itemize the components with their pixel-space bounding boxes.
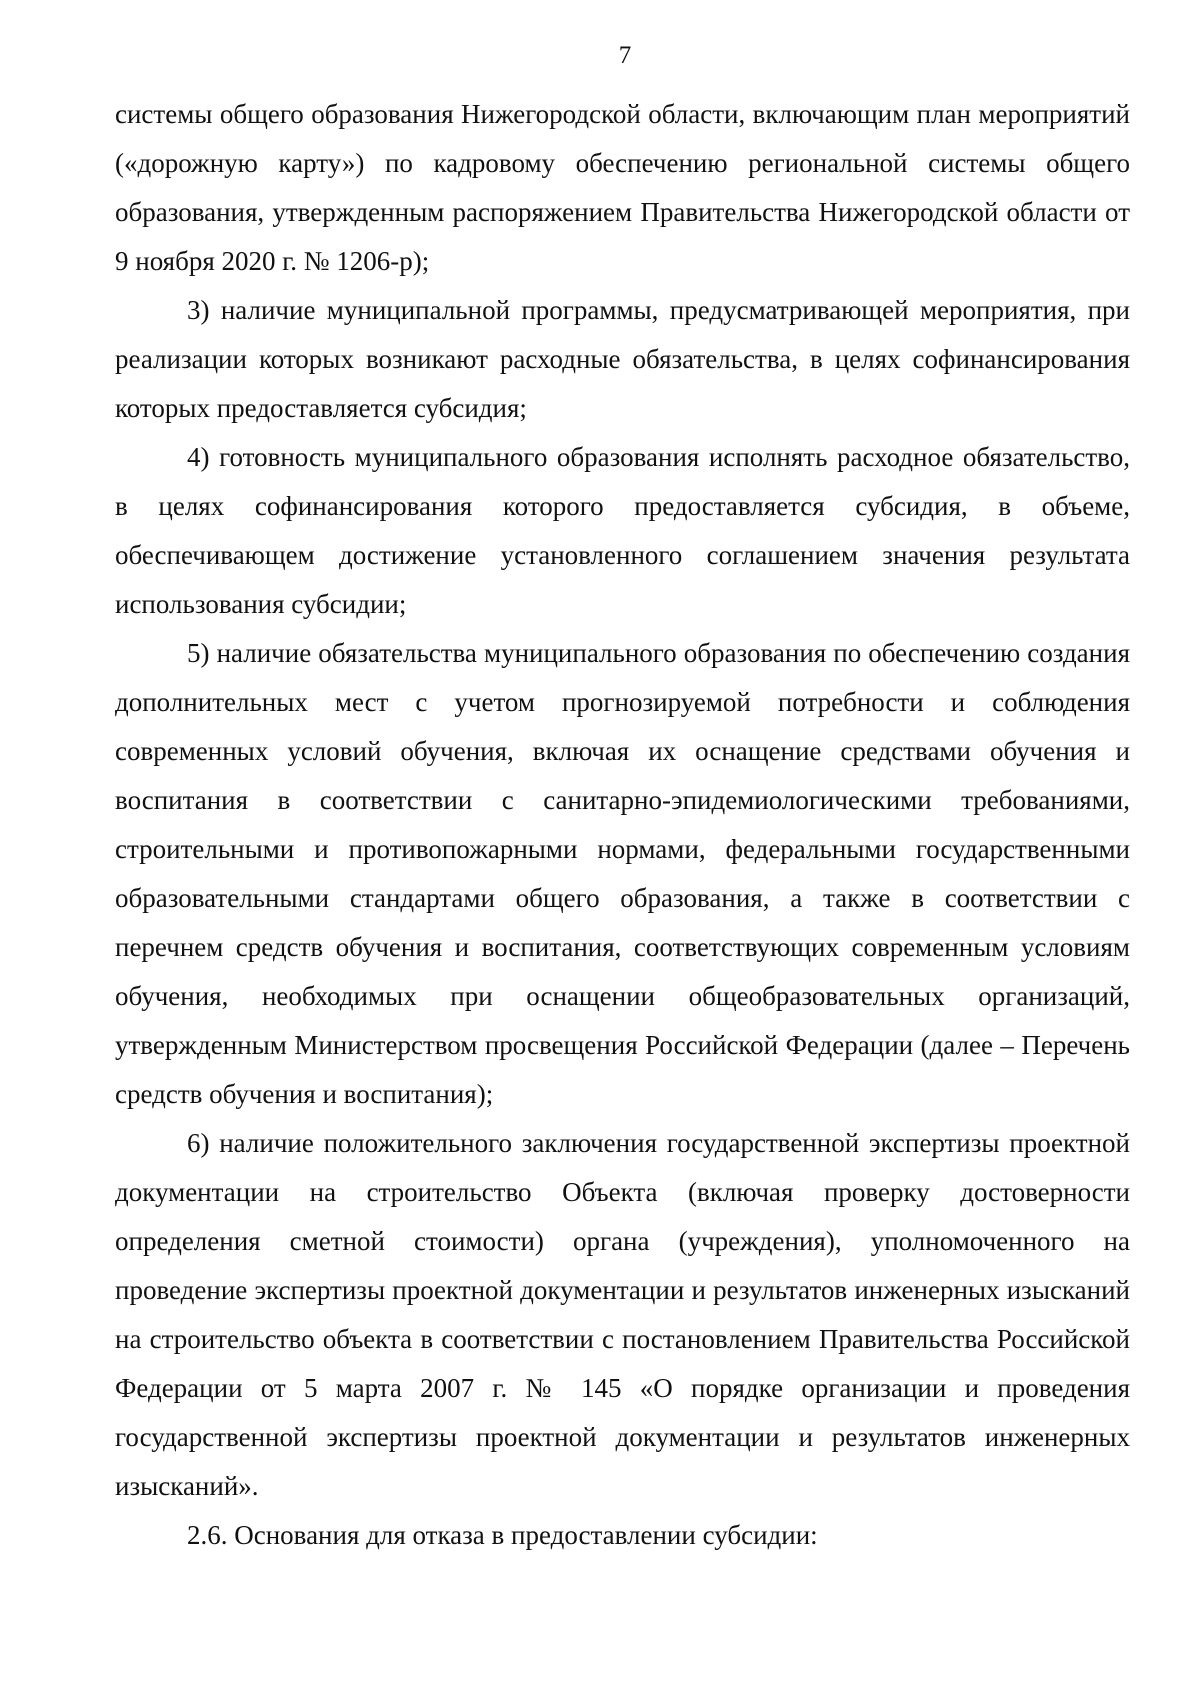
- paragraph-item-4: 4) готовность муниципального образования исполнять расходное обязательство, в целях софинансирования которого предоставляется субсидия, в объеме, обеспечивающем достижение установленного соглашением значения результата использования субсидии;: [115, 442, 1130, 619]
- section-heading-2-6: 2.6. Основания для отказа в предоставлении субсидии:: [187, 1520, 818, 1550]
- paragraph-item-3: 3) наличие муниципальной программы, предусматривающей мероприятия, при реализации которых возникают расходные обязательства, в целях софинансирования которых предоставляется субсидия;: [115, 295, 1130, 423]
- paragraph-continuation: системы общего образования Нижегородской области, включающим план мероприятий («дорожную карту») по кадровому обеспечению региональной системы общего образования, утвержденным распоряжением Правительства Нижегородской области от 9 ноября 2020 г. № 1206-р);: [115, 99, 1130, 276]
- page-number: 7: [618, 42, 632, 69]
- paragraph-item-5: 5) наличие обязательства муниципального образования по обеспечению создания дополнительных мест с учетом прогнозируемой потребности и соблюдения современных условий обучения, включая их оснащение средствами обучения и воспитания в соответствии с санитарно-эпидемиологическими требованиями, строительными и противопожарными нормами, федеральными государственными образовательными стандартами общего образования, а также в соответствии с перечнем средств обучения и воспитания, соответствующих современным условиям обучения, необходимых при оснащении общеобразовательных организаций, утвержденным Министерством просвещения Российской Федерации (далее – Перечень средств обучения и воспитания);: [115, 638, 1130, 1109]
- paragraph-item-6: 6) наличие положительного заключения государственной экспертизы проектной документации на строительство Объекта (включая проверку достоверности определения сметной стоимости) органа (учреждения), уполномоченного на проведение экспертизы проектной документации и результатов инженерных изысканий на строительство объекта в соответствии с постановлением Правительства Российской Федерации от 5 марта 2007 г. № 145 «О порядке организации и проведения государственной экспертизы проектной документации и результатов инженерных изысканий».: [115, 1128, 1130, 1501]
- body-text: [115, 90, 1130, 1560]
